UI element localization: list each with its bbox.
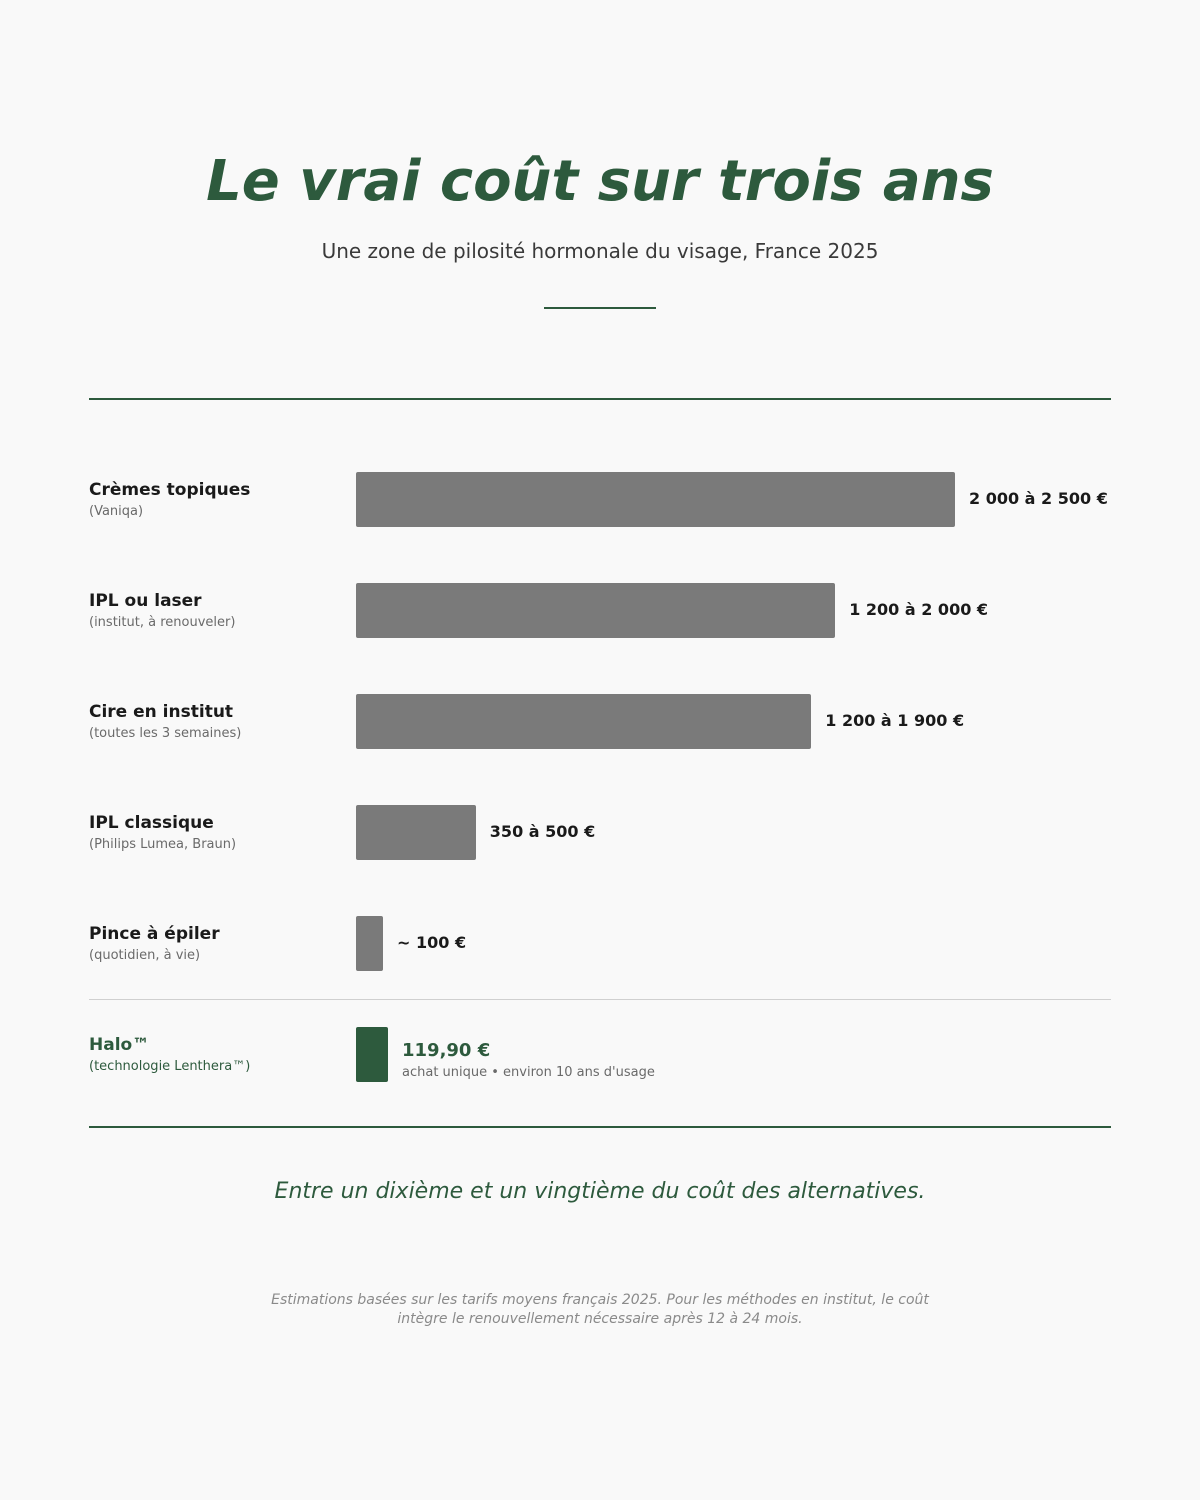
footnote-text: Estimations basées sur les tarifs moyens français 2025. Pour les méthodes en institut, le coût intègre le renouvellement nécessaire après 12 à 24 mois. bbox=[271, 1292, 929, 1327]
value-label: 2 000 à 2 500 € bbox=[969, 489, 1108, 508]
highlight-separator bbox=[89, 999, 1111, 1000]
value-label: 350 à 500 € bbox=[489, 822, 596, 841]
row-label bbox=[89, 1034, 339, 1076]
category-note: (Philips Lumea, Braun) bbox=[89, 837, 237, 852]
value-label: 1 200 à 1 900 € bbox=[825, 711, 965, 730]
cost-bar bbox=[356, 583, 835, 638]
highlight-value-label: 119,90 € bbox=[402, 1040, 491, 1061]
row-label bbox=[89, 590, 339, 632]
cost-bar bbox=[356, 805, 476, 860]
chart-bottom-rule bbox=[89, 1126, 1111, 1128]
category-note: (Vaniqa) bbox=[89, 504, 144, 519]
conclusion-text: Entre un dixième et un vingtième du coût des alternatives. bbox=[274, 1179, 926, 1204]
category-note: (toutes les 3 semaines) bbox=[89, 726, 242, 741]
category-note: (quotidien, à vie) bbox=[89, 948, 201, 963]
chart-subtitle: Une zone de pilosité hormonale du visage, France 2025 bbox=[321, 239, 879, 263]
row-label bbox=[89, 479, 339, 521]
category-note: (technologie Lenthera™) bbox=[89, 1059, 251, 1074]
row-label bbox=[89, 812, 339, 854]
chart-title: Le vrai coût sur trois ans bbox=[206, 149, 994, 214]
category-note: (institut, à renouveler) bbox=[89, 615, 236, 630]
cost-bar bbox=[356, 694, 811, 749]
row-label bbox=[89, 923, 339, 965]
category-name: Halo™ bbox=[89, 1035, 150, 1055]
value-label: ~ 100 € bbox=[397, 933, 467, 952]
highlight-value-note: achat unique • environ 10 ans d'usage bbox=[402, 1065, 655, 1080]
highlight-bar bbox=[356, 1027, 388, 1082]
cost-bar bbox=[356, 472, 955, 527]
category-name: IPL classique bbox=[89, 813, 214, 833]
row-label bbox=[89, 701, 339, 743]
cost-bar bbox=[356, 916, 383, 971]
category-name: Crèmes topiques bbox=[89, 480, 251, 500]
category-name: Cire en institut bbox=[89, 702, 234, 722]
category-name: IPL ou laser bbox=[89, 591, 202, 611]
category-name: Pince à épiler bbox=[89, 924, 220, 944]
value-label: 1 200 à 2 000 € bbox=[849, 600, 989, 619]
